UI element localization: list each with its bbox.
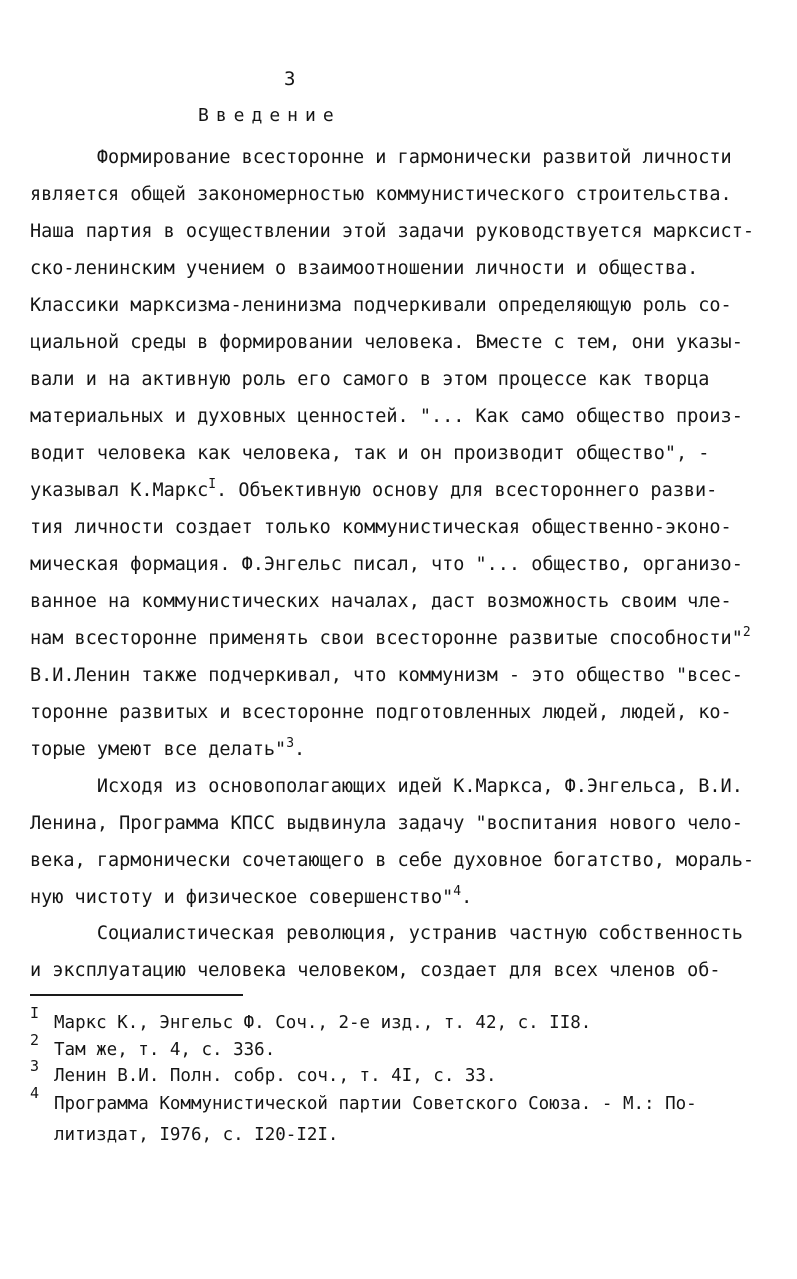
text-line: материальных и духовных ценностей. "... Как само общество произ- (30, 406, 743, 427)
text-line: Формирование всесторонне и гармонически развитой личности (30, 147, 732, 168)
page-number: 3 (284, 68, 296, 90)
text-line (30, 886, 472, 910)
footnote-mark: I (30, 1004, 40, 1022)
footnote-text: Ленин В.И. Полн. собр. соч., т. 4I, с. 33. (54, 1066, 497, 1086)
text-segment: . Объективную основу для всестороннего разви- (216, 480, 718, 501)
footnote-mark: 2 (30, 1031, 40, 1049)
text-line: мическая формация. Ф.Энгельс писал, что "... общество, организо- (30, 554, 743, 575)
footnote-text: литиздат, I976, с. I20-I2I. (54, 1125, 339, 1145)
footnote-ref: 2 (742, 625, 751, 640)
text-line: Ленина, Программа КПСС выдвинула задачу "воспитания нового чело- (30, 813, 743, 834)
text-line: В.И.Ленин также подчеркивал, что коммунизм - это общество "всес- (30, 665, 743, 686)
text-segment: указывал К.Маркс (30, 480, 209, 501)
section-heading: Введение (198, 105, 341, 126)
text-segment: нам всесторонне применять свои всесторонне развитые способности" (30, 628, 743, 649)
text-segment: ную чистоту и физическое совершенство" (30, 887, 454, 908)
footnote-text: Маркс К., Энгельс Ф. Соч., 2-е изд., т. 42, с. II8. (54, 1013, 592, 1033)
footnote-separator (30, 994, 243, 996)
footnote-ref: I (208, 477, 217, 492)
text-line (30, 479, 717, 503)
text-line: является общей закономерностью коммунистического строительства. (30, 184, 732, 205)
text-segment: . (461, 887, 473, 908)
text-segment: торые умеют все делать" (30, 739, 287, 760)
text-segment: . (294, 739, 306, 760)
text-line: Социалистическая революция, устранив частную собственность (30, 923, 743, 944)
text-line: тия личности создает только коммунистическая общественно-эконо- (30, 517, 732, 538)
text-line: циальной среды в формировании человека. Вместе с тем, они указы- (30, 332, 743, 353)
text-line: века, гармонически сочетающего в себе духовное богатство, мораль- (30, 850, 754, 871)
footnote-mark: 4 (30, 1084, 40, 1102)
footnote-ref: 4 (453, 884, 462, 899)
text-line: ско-ленинским учением о взаимоотношении личности и общества. (30, 258, 699, 279)
footnote-text: Программа Коммунистической партии Советского Союза. - М.: По- (54, 1094, 697, 1114)
text-line: и эксплуатацию человека человеком, создает для всех членов об- (30, 960, 721, 981)
footnote-ref: 3 (286, 736, 295, 751)
text-line: вали и на активную роль его самого в этом процессе как творца (30, 369, 710, 390)
text-line (30, 738, 305, 762)
footnote-mark: 3 (30, 1057, 40, 1075)
text-line: торонне развитых и всесторонне подготовленных людей, людей, ко- (30, 702, 732, 723)
footnote-text: Там же, т. 4, с. 336. (54, 1040, 276, 1060)
text-line (30, 627, 751, 651)
text-line: водит человека как человека, так и он производит общество", - (30, 443, 710, 464)
text-line: ванное на коммунистических началах, даст возможность своим чле- (30, 591, 732, 612)
text-line: Наша партия в осуществлении этой задачи руководствуется марксист- (30, 221, 754, 242)
text-line: Классики марксизма-ленинизма подчеркивали определяющую роль со- (30, 295, 732, 316)
text-line: Исходя из основополагающих идей К.Маркса, Ф.Энгельса, В.И. (30, 776, 743, 797)
